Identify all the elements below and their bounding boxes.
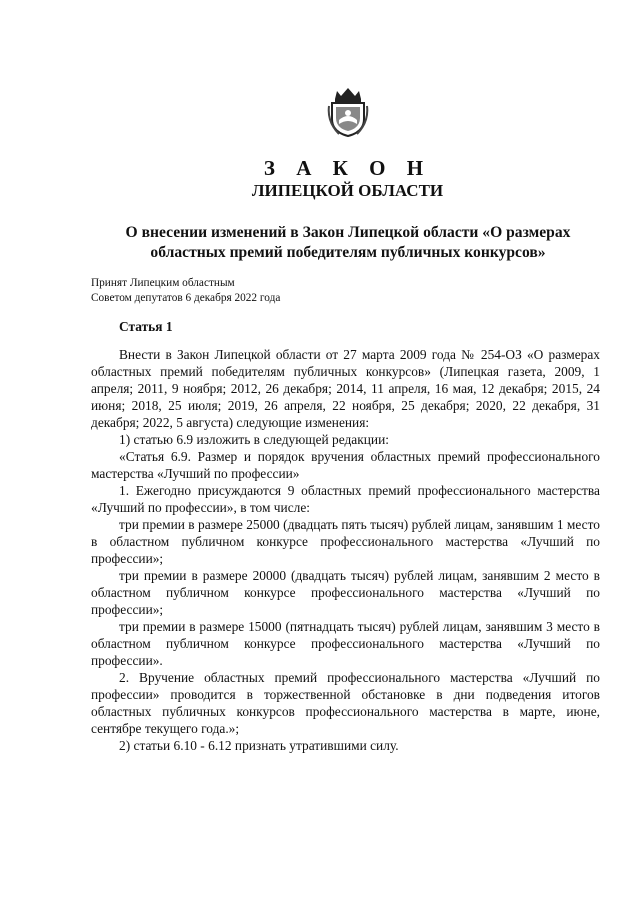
paragraph: Внести в Закон Липецкой области от 27 марта 2009 года № 254-ОЗ «О размерах областных премий победителям публичных конкурсов» (Липецкая газета, 2009, 1 апреля; 2011, 9 ноября; 2012, 26 декабря; 2014, 11 апреля, 16 мая, 12 декабря; 2015, 24 июня; 2018, 25 июля; 2019, 26 апреля, 22 ноября, 25 декабря; 2020, 22 декабря, 31 декабря; 2022, 5 августа) следующие изменения: bbox=[91, 347, 600, 430]
adoption-note-line: Принят Липецким областным bbox=[91, 277, 235, 289]
paragraph: 2) статьи 6.10 - 6.12 признать утратившими силу. bbox=[119, 738, 399, 753]
adoption-note bbox=[91, 276, 491, 306]
paragraph: 1. Ежегодно присуждаются 9 областных премий профессионального мастерства «Лучший по профессии», в том числе: bbox=[91, 483, 600, 515]
paragraph: три премии в размере 15000 (пятнадцать тысяч) рублей лицам, занявшим 3 место в областном публичном конкурсе профессионального мастерства «Лучший по профессии». bbox=[91, 619, 600, 668]
law-heading-line: О внесении изменений в Закон Липецкой области «О размерах bbox=[125, 224, 571, 241]
article-body bbox=[91, 346, 600, 754]
paragraph: «Статья 6.9. Размер и порядок вручения областных премий профессионального мастерства «Лучший по профессии» bbox=[91, 449, 600, 481]
adoption-note-line: Советом депутатов 6 декабря 2022 года bbox=[91, 292, 281, 304]
paragraph: три премии в размере 20000 (двадцать тысяч) рублей лицам, занявшим 2 место в областном публичном конкурсе профессионального мастерства «Лучший по профессии»; bbox=[91, 568, 600, 617]
paragraph: три премии в размере 25000 (двадцать пять тысяч) рублей лицам, занявшим 1 место в областном публичном конкурсе профессионального мастерства «Лучший по профессии»; bbox=[91, 517, 600, 566]
article-title: Статья 1 bbox=[119, 319, 173, 334]
document-subtitle: ЛИПЕЦКОЙ ОБЛАСТИ bbox=[251, 181, 444, 200]
document-title: З А К О Н bbox=[263, 156, 432, 180]
paragraph: 1) статью 6.9 изложить в следующей редакции: bbox=[119, 432, 389, 447]
coat-of-arms-icon bbox=[327, 86, 369, 138]
law-heading bbox=[96, 223, 600, 263]
paragraph: 2. Вручение областных премий профессионального мастерства «Лучший по профессии» проводится в торжественной обстановке в дни подведения итогов областных публичных конкурсов профессионального мастерства в марте, июне, сентябре текущего года.»; bbox=[91, 670, 600, 736]
law-heading-line: областных премий победителям публичных конкурсов» bbox=[150, 244, 546, 261]
